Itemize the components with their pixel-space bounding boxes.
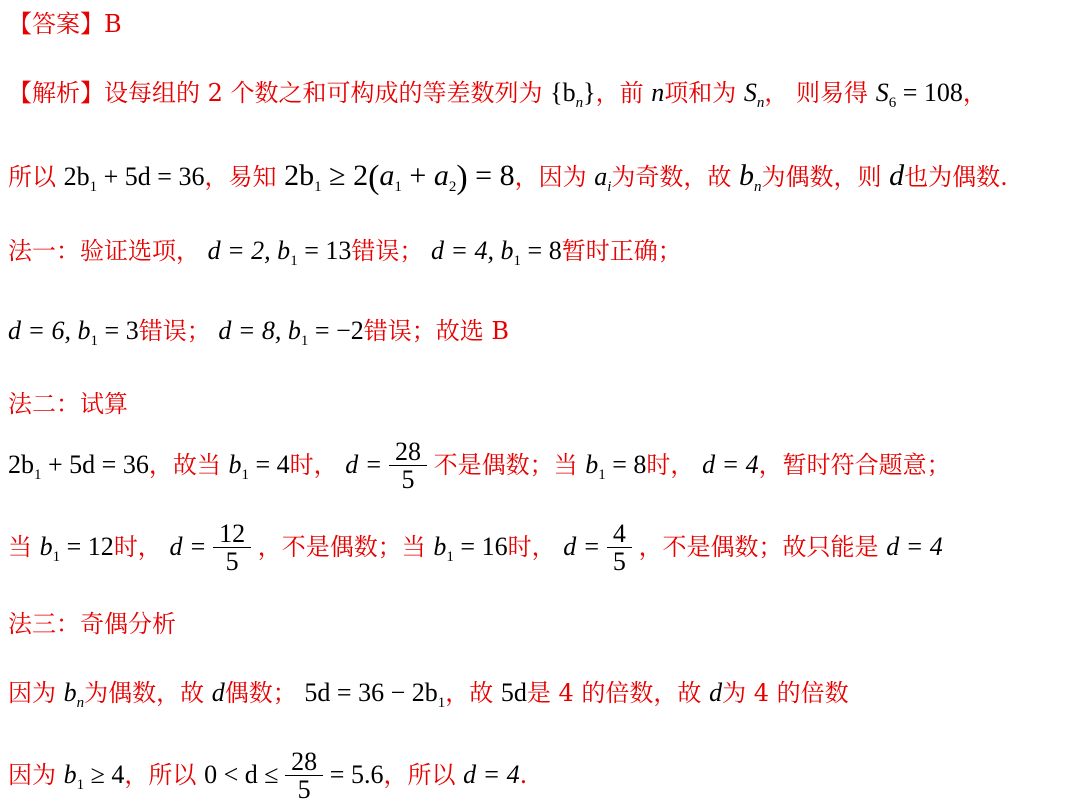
m3-text-1: 因为 [8, 679, 56, 707]
m1-expr-2: d = 4, $b_1 = 8$ [431, 236, 562, 269]
analysis2-text-2: ，易知 [204, 163, 277, 191]
m3-expr-1: $5d = 36 - 2b_1$ [304, 678, 446, 711]
analysis-line-2 [8, 158, 1076, 196]
m2-text-1: ，故当 [148, 450, 221, 479]
m2b-text-1: 当 [8, 532, 32, 561]
analysis-label: 【解析】 [8, 79, 104, 107]
method2-line-2 [8, 520, 1076, 577]
analysis2-text-3: ，因为 [514, 163, 587, 191]
m1-expr-1: d = 2, $b_1 = 13$ [207, 236, 352, 269]
var-bn: $b_n$ [739, 159, 762, 195]
method3-title: 法三：奇偶分析 [8, 610, 176, 638]
m3b-text-3: ，所以 [383, 760, 456, 789]
m1-text-6: 故选 B [435, 317, 509, 345]
m2b-expr-1: $b_1 = 12$ [39, 531, 114, 565]
fraction-28-5-b: $\frac{28}{5}$ [288, 748, 320, 805]
m2b-expr-3: $b_1 = 16$ [433, 531, 508, 565]
sum-S6: $S_6 = 108$ [875, 78, 963, 111]
m2b-expr-2: d = [169, 531, 207, 561]
eq-2b1-5d: $2b_1 + 5d = 36$ [63, 162, 205, 195]
analysis-line-1 [8, 78, 1076, 111]
fraction-28-5: $\frac{28}{5}$ [392, 438, 424, 495]
var-d: d [889, 159, 905, 192]
m3-var-d2: d [709, 678, 723, 707]
m2-expr-3: d = [345, 449, 383, 479]
m2-text-5: ，暂时符合题意； [758, 450, 951, 479]
m2b-expr-5: d = 4 [886, 531, 943, 561]
m3b-expr-2: 0 < d ≤ [204, 759, 279, 789]
seq-bn: $\{b_n\}$ [550, 78, 596, 111]
m1-text-4: 错误； [138, 317, 211, 345]
m1-expr-4: d = 8, $b_1 = -2$ [218, 316, 364, 349]
m2b-expr-4: d = [563, 531, 601, 561]
fraction-12-5: $\frac{12}{5}$ [216, 520, 248, 577]
analysis2-text-1: 所以 [8, 163, 56, 191]
m2-expr-1: $2b_1 + 5d = 36$ [8, 449, 149, 483]
analysis-text-2: ，前 [595, 79, 644, 107]
answer-label: 【答案】 [8, 10, 104, 38]
m3-var-d: d [211, 678, 225, 707]
method1-title: 法一：验证选项， [8, 237, 200, 265]
m2b-text-5: ，不是偶数；故只能是 [638, 532, 879, 561]
method3-line-1 [8, 678, 1076, 711]
analysis-text-5: ， [962, 79, 987, 107]
n-var: n [651, 78, 665, 107]
m2-expr-4: $b_1 = 8$ [585, 449, 647, 483]
m1-text-2: 错误； [351, 237, 424, 265]
m2-text-2: 时， [289, 450, 338, 479]
analysis2-text-6: 也为偶数. [904, 163, 1008, 191]
answer-line [8, 12, 1076, 36]
answer-value: B [104, 10, 122, 38]
m2-text-4: 时， [646, 450, 695, 479]
m3b-expr-4: d = 4 [463, 759, 520, 789]
m3-text-5: 是 4 的倍数，故 [526, 679, 702, 707]
m1-text-5: 错误； [363, 317, 436, 345]
m3-var-bn: $b_n$ [63, 678, 85, 711]
m3-text-3: 偶数； [224, 679, 297, 707]
m2-text-3: 不是偶数；当 [433, 450, 578, 479]
ineq-2b1: $2b_1 \ge 2(a_1 + a_2) = 8$ [284, 159, 515, 196]
m3b-expr-1: $b_1 \ge 4$ [63, 759, 125, 793]
method3-line-2 [8, 748, 1076, 805]
m3-text-4: ，故 [445, 679, 494, 707]
m3-text-6: 为 4 的倍数 [722, 679, 849, 707]
analysis2-text-4: 为奇数，故 [611, 163, 732, 191]
analysis-text-3: 项和为 [664, 79, 737, 107]
m2b-text-4: 时， [507, 532, 556, 561]
method1-line-1 [8, 236, 1076, 269]
m3b-text-2: ，所以 [124, 760, 197, 789]
m2b-text-3: ，不是偶数；当 [257, 532, 426, 561]
m2-expr-2: $b_1 = 4$ [228, 449, 290, 483]
analysis-text-1: 设每组的 2 个数之和可构成的等差数列为 [104, 79, 543, 107]
m2b-text-2: 时， [113, 532, 162, 561]
m3-expr-2: 5d [500, 678, 527, 707]
analysis-text-4: ， 则易得 [764, 79, 869, 107]
m1-text-3: 暂时正确； [561, 237, 682, 265]
analysis2-text-5: 为偶数，则 [761, 163, 882, 191]
method2-line-1 [8, 438, 1076, 495]
m3b-text-4: . [519, 760, 528, 789]
method1-line-2 [8, 316, 1076, 349]
var-ai: $a_i$ [594, 162, 612, 195]
m3b-text-1: 因为 [8, 760, 56, 789]
method2-title: 法二：试算 [8, 390, 128, 418]
m1-expr-3: d = 6, $b_1 = 3$ [8, 316, 139, 349]
m3b-expr-3: = 5.6 [329, 759, 384, 789]
sum-Sn: $S_n$ [743, 78, 765, 111]
m3-text-2: 为偶数，故 [84, 679, 205, 707]
fraction-4-5: $\frac{4}{5}$ [610, 520, 629, 577]
m2-expr-5: d = 4 [702, 449, 759, 479]
